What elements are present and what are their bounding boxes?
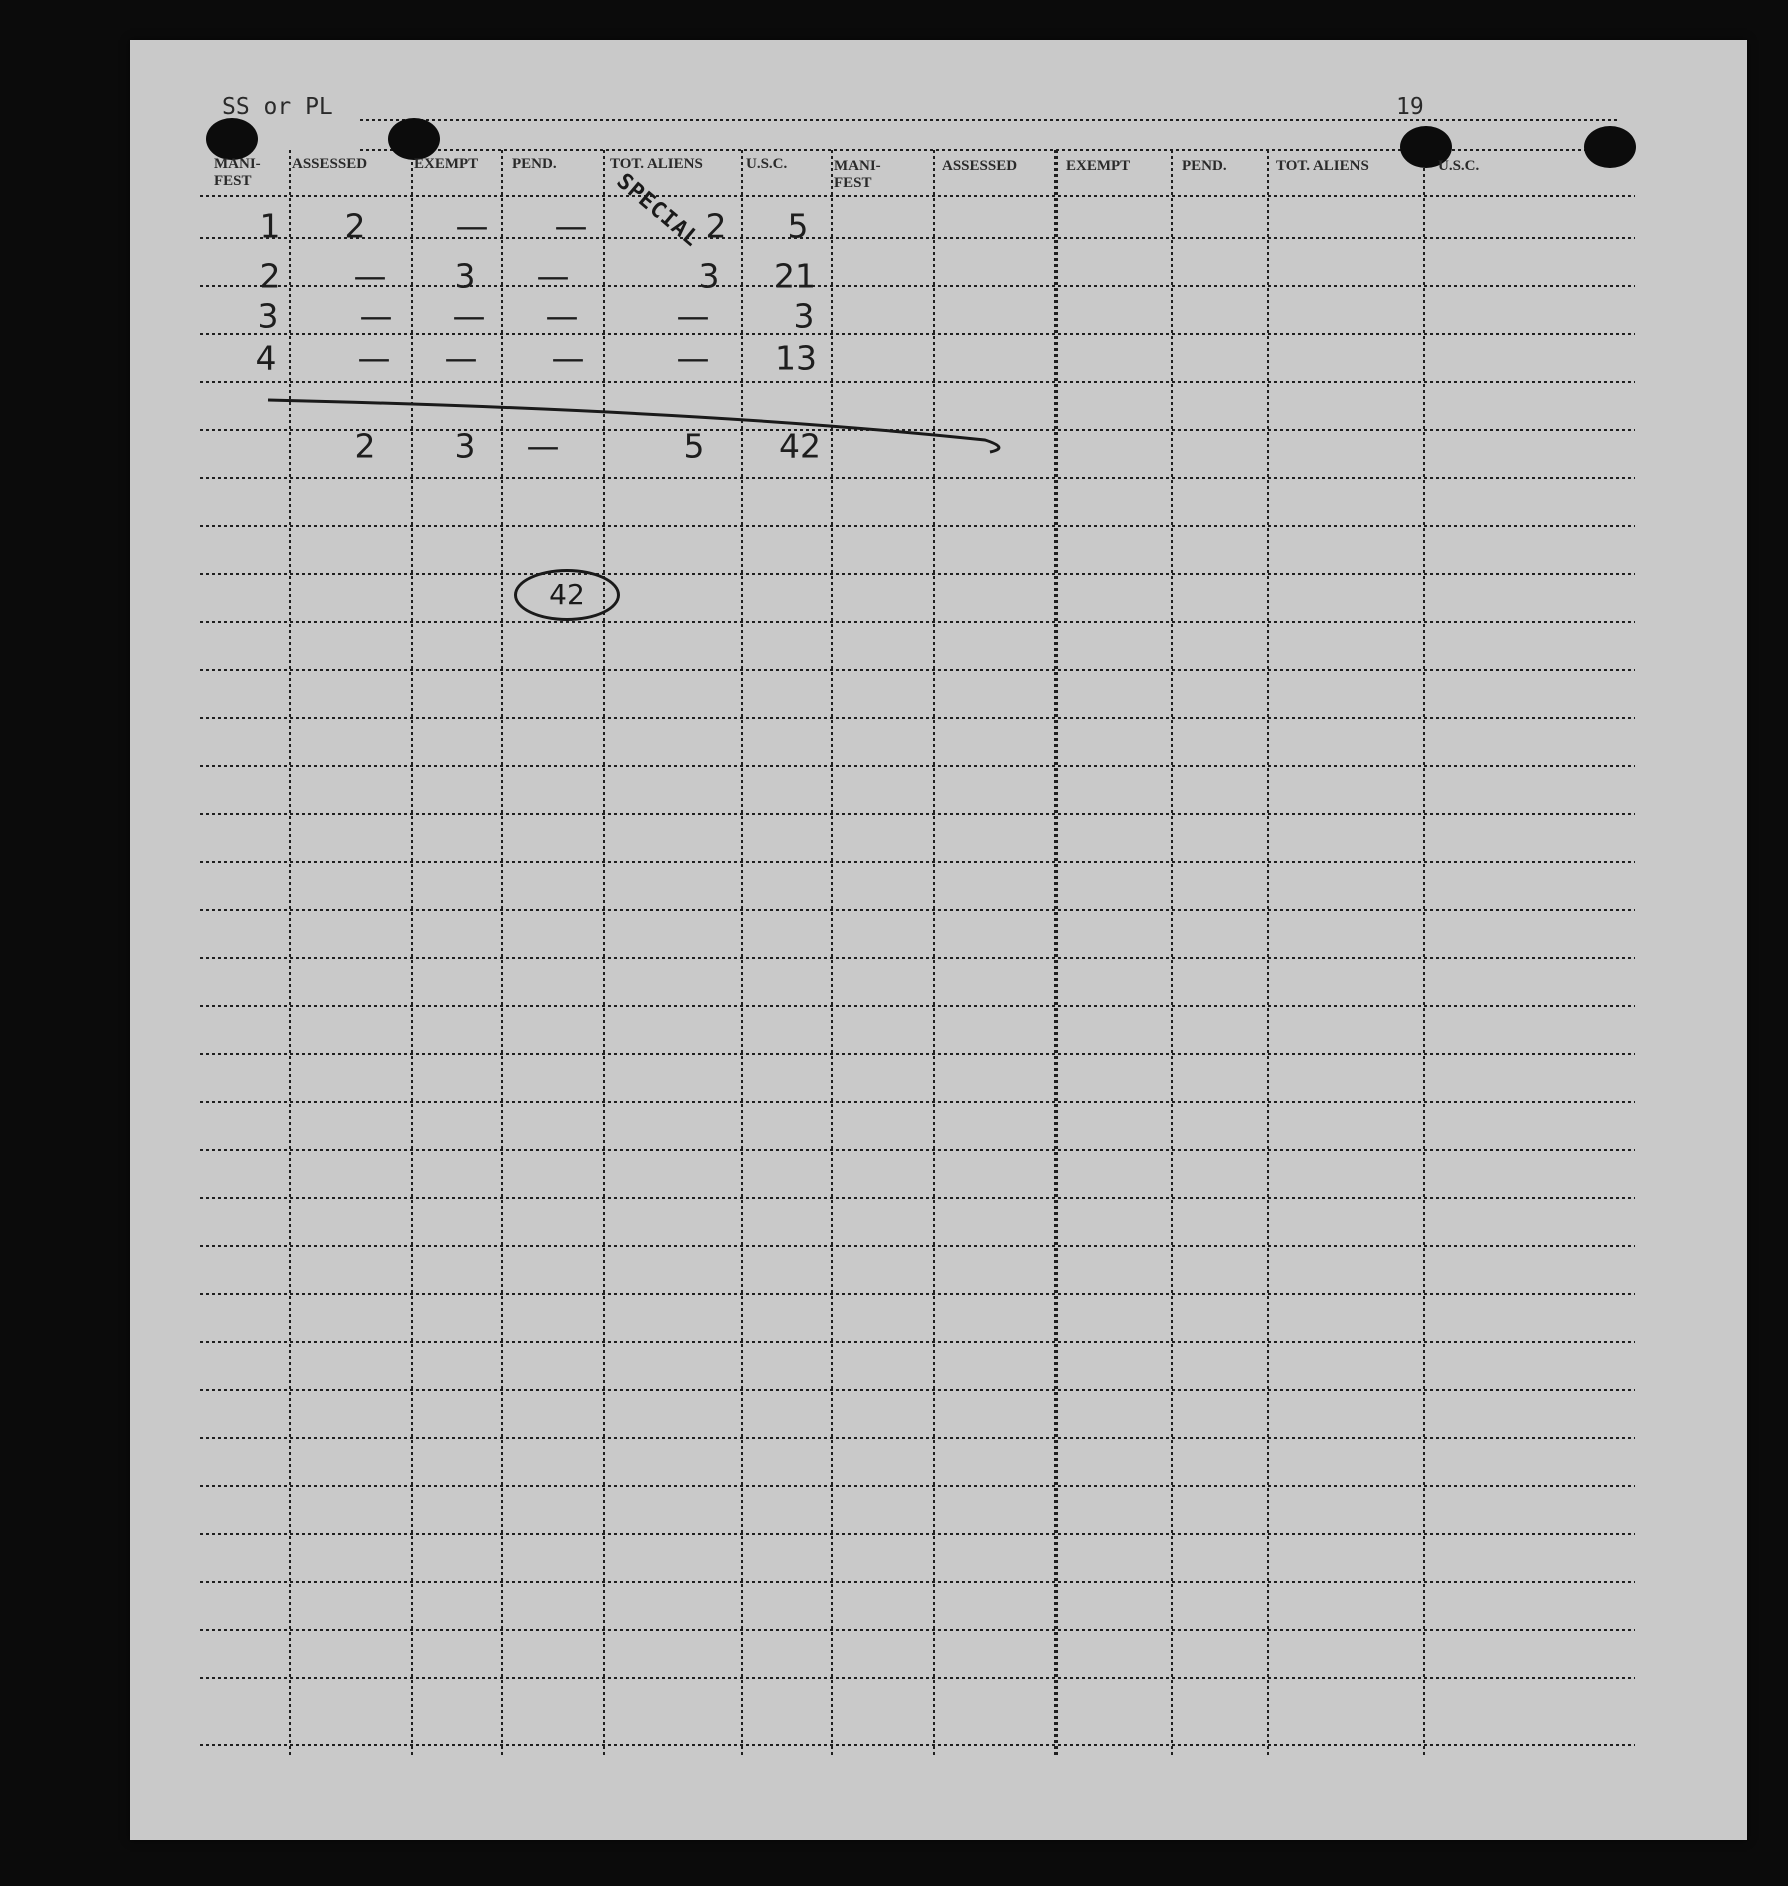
row-1-pend: — (554, 206, 588, 246)
row-4-manifest: 4 (255, 338, 277, 378)
vessel-label: SS or PL (222, 94, 333, 120)
col-usc-right: U.S.C. (1438, 158, 1480, 174)
col-totaliens-left: TOT. ALIENS (610, 156, 703, 172)
row-1-totaliens: 2 (705, 206, 727, 246)
row-1-exempt: — (455, 206, 489, 246)
row-1-usc: 5 (787, 206, 809, 246)
col-exempt-left: EXEMPT (414, 156, 479, 172)
col-pend-left: PEND. (512, 156, 557, 172)
row-1-manifest: 1 (259, 206, 281, 246)
row-3-usc: 3 (793, 296, 815, 336)
row-3-assessed: — (359, 296, 393, 336)
col-totaliens-right: TOT. ALIENS (1276, 158, 1369, 174)
row-2-usc: 21 (774, 256, 816, 296)
row-3-totaliens: — (676, 296, 710, 336)
col-assessed-right: ASSESSED (942, 158, 1018, 174)
row-1-assessed: 2 (344, 206, 366, 246)
total-totaliens: 5 (683, 426, 705, 466)
row-3-manifest: 3 (257, 296, 279, 336)
row-4-pend: — (551, 338, 585, 378)
punch-hole-1 (206, 118, 258, 160)
circled-grand-total: 42 (514, 569, 620, 621)
col-manifest-left: MANI- FEST (214, 156, 261, 189)
row-2-assessed: — (353, 256, 387, 296)
col-pend-right: PEND. (1182, 158, 1227, 174)
col-assessed-left: ASSESSED (292, 156, 368, 172)
row-3-pend: — (545, 296, 579, 336)
punch-hole-4 (1584, 126, 1636, 168)
row-4-exempt: — (444, 338, 478, 378)
diagonal-stamp: SPECIAL (611, 168, 705, 253)
row-4-totaliens: — (676, 338, 710, 378)
col-exempt-right: EXEMPT (1066, 158, 1131, 174)
total-rule-line (268, 400, 999, 452)
row-2-manifest: 2 (259, 256, 281, 296)
col-manifest-right: MANI- FEST (834, 158, 881, 191)
row-2-totaliens: 3 (698, 256, 720, 296)
row-4-usc: 13 (775, 338, 817, 378)
total-assessed: 2 (354, 426, 376, 466)
row-3-exempt: — (452, 296, 486, 336)
col-usc-left: U.S.C. (746, 156, 788, 172)
total-pend: — (526, 426, 560, 466)
year-label: 19 (1396, 94, 1424, 120)
row-2-pend: — (536, 256, 570, 296)
total-usc: 42 (779, 426, 821, 466)
total-exempt: 3 (454, 426, 476, 466)
row-4-assessed: — (357, 338, 391, 378)
punch-hole-2 (388, 118, 440, 160)
row-2-exempt: 3 (454, 256, 476, 296)
